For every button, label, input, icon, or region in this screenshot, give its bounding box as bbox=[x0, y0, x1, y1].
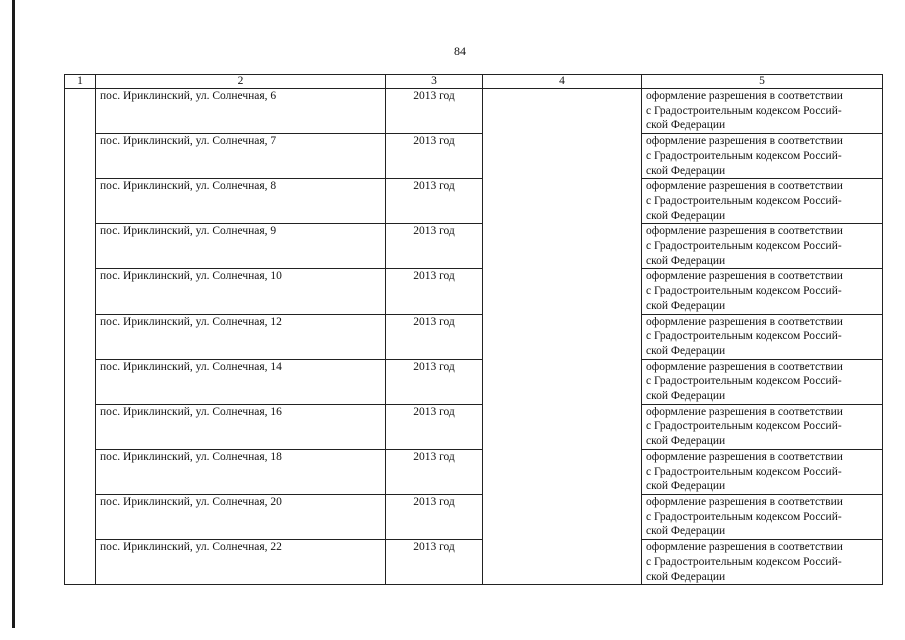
note-line: оформление разрешения в соответствии bbox=[646, 225, 843, 238]
note-line: ской Федерации bbox=[646, 209, 726, 222]
table-row bbox=[65, 404, 883, 449]
note-line: оформление разрешения в соответствии bbox=[646, 360, 843, 373]
note-line: ской Федерации bbox=[646, 254, 726, 267]
note-line: с Градостроительным кодексом Россий- bbox=[646, 285, 842, 298]
address-cell bbox=[96, 540, 386, 585]
row-number-cell bbox=[65, 314, 96, 359]
note-line: с Градостроительным кодексом Россий- bbox=[646, 330, 842, 343]
column-header-3: 3 bbox=[386, 75, 483, 89]
row-number-cell bbox=[65, 269, 96, 314]
address-cell bbox=[96, 314, 386, 359]
address-text: пос. Ириклинский, ул. Солнечная, 14 bbox=[100, 360, 282, 373]
year-text: 2013 год bbox=[413, 541, 455, 554]
table-row bbox=[65, 540, 883, 585]
note-cell bbox=[642, 540, 883, 585]
note-cell bbox=[642, 179, 883, 224]
address-text: пос. Ириклинский, ул. Солнечная, 20 bbox=[100, 495, 282, 508]
year-cell bbox=[386, 494, 483, 539]
empty-cell bbox=[483, 540, 642, 585]
address-text: пос. Ириклинский, ул. Солнечная, 7 bbox=[100, 135, 277, 148]
header-row bbox=[65, 75, 883, 89]
note-line: с Градостроительным кодексом Россий- bbox=[646, 375, 842, 388]
table-row bbox=[65, 134, 883, 179]
year-text: 2013 год bbox=[413, 450, 455, 463]
row-number-cell bbox=[65, 540, 96, 585]
table-row bbox=[65, 224, 883, 269]
row-number-cell bbox=[65, 449, 96, 494]
year-cell bbox=[386, 404, 483, 449]
year-cell bbox=[386, 179, 483, 224]
column-header-4: 4 bbox=[483, 75, 642, 89]
table-row bbox=[65, 314, 883, 359]
year-cell bbox=[386, 224, 483, 269]
address-text: пос. Ириклинский, ул. Солнечная, 12 bbox=[100, 315, 282, 328]
address-text: пос. Ириклинский, ул. Солнечная, 8 bbox=[100, 180, 277, 193]
note-line: с Градостроительным кодексом Россий- bbox=[646, 510, 842, 523]
table-header bbox=[65, 75, 883, 89]
row-number-cell bbox=[65, 179, 96, 224]
table-row bbox=[65, 269, 883, 314]
year-text: 2013 год bbox=[413, 90, 455, 102]
year-cell bbox=[386, 134, 483, 179]
note-cell bbox=[642, 359, 883, 404]
note-line: с Градостроительным кодексом Россий- bbox=[646, 465, 842, 478]
address-text: пос. Ириклинский, ул. Солнечная, 10 bbox=[100, 270, 282, 283]
note-cell bbox=[642, 224, 883, 269]
address-cell bbox=[96, 404, 386, 449]
note-line: с Градостроительным кодексом Россий- bbox=[646, 194, 842, 207]
year-cell bbox=[386, 359, 483, 404]
year-text: 2013 год bbox=[413, 225, 455, 238]
note-line: оформление разрешения в соответствии bbox=[646, 315, 843, 328]
address-cell bbox=[96, 134, 386, 179]
row-number-cell bbox=[65, 494, 96, 539]
year-text: 2013 год bbox=[413, 135, 455, 148]
address-cell bbox=[96, 449, 386, 494]
address-cell bbox=[96, 359, 386, 404]
year-cell bbox=[386, 540, 483, 585]
row-number-cell bbox=[65, 89, 96, 134]
table-body bbox=[65, 89, 883, 585]
note-line: ской Федерации bbox=[646, 344, 726, 357]
row-number-cell bbox=[65, 359, 96, 404]
address-cell bbox=[96, 494, 386, 539]
note-line: оформление разрешения в соответствии bbox=[646, 180, 843, 193]
address-text: пос. Ириклинский, ул. Солнечная, 6 bbox=[100, 90, 277, 102]
empty-cell bbox=[483, 89, 642, 134]
note-line: с Градостроительным кодексом Россий- bbox=[646, 240, 842, 253]
address-text: пос. Ириклинский, ул. Солнечная, 16 bbox=[100, 405, 282, 418]
column-header-1: 1 bbox=[65, 75, 96, 89]
empty-cell bbox=[483, 314, 642, 359]
year-text: 2013 год bbox=[413, 405, 455, 418]
row-number-cell bbox=[65, 134, 96, 179]
note-line: ской Федерации bbox=[646, 525, 726, 538]
empty-cell bbox=[483, 134, 642, 179]
empty-cell bbox=[483, 224, 642, 269]
year-text: 2013 год bbox=[413, 180, 455, 193]
year-text: 2013 год bbox=[413, 360, 455, 373]
note-line: оформление разрешения в соответствии bbox=[646, 270, 843, 283]
note-line: оформление разрешения в соответствии bbox=[646, 405, 843, 418]
year-text: 2013 год bbox=[413, 495, 455, 508]
table-row bbox=[65, 179, 883, 224]
column-header-5: 5 bbox=[642, 75, 883, 89]
note-line: оформление разрешения в соответствии bbox=[646, 495, 843, 508]
address-cell bbox=[96, 179, 386, 224]
note-line: ской Федерации bbox=[646, 119, 726, 132]
address-cell bbox=[96, 269, 386, 314]
note-line: ской Федерации bbox=[646, 390, 726, 403]
address-text: пос. Ириклинский, ул. Солнечная, 9 bbox=[100, 225, 277, 238]
empty-cell bbox=[483, 359, 642, 404]
note-line: ской Федерации bbox=[646, 299, 726, 312]
note-line: оформление разрешения в соответствии bbox=[646, 541, 843, 554]
note-line: ской Федерации bbox=[646, 435, 726, 448]
note-line: ской Федерации bbox=[646, 164, 726, 177]
note-cell bbox=[642, 89, 883, 134]
empty-cell bbox=[483, 269, 642, 314]
note-cell bbox=[642, 494, 883, 539]
page-number: 84 bbox=[454, 44, 466, 58]
address-cell bbox=[96, 224, 386, 269]
address-text: пос. Ириклинский, ул. Солнечная, 22 bbox=[100, 541, 282, 554]
note-line: с Градостроительным кодексом Россий- bbox=[646, 104, 842, 117]
note-line: ской Федерации bbox=[646, 570, 726, 583]
empty-cell bbox=[483, 404, 642, 449]
address-cell bbox=[96, 89, 386, 134]
note-cell bbox=[642, 404, 883, 449]
note-line: оформление разрешения в соответствии bbox=[646, 135, 843, 148]
note-line: с Градостроительным кодексом Россий- bbox=[646, 420, 842, 433]
note-cell bbox=[642, 314, 883, 359]
note-line: с Градостроительным кодексом Россий- bbox=[646, 555, 842, 568]
year-cell bbox=[386, 449, 483, 494]
table-row bbox=[65, 89, 883, 134]
year-cell bbox=[386, 269, 483, 314]
note-cell bbox=[642, 134, 883, 179]
note-line: ской Федерации bbox=[646, 480, 726, 493]
note-line: оформление разрешения в соответствии bbox=[646, 90, 843, 102]
table-row bbox=[65, 449, 883, 494]
year-text: 2013 год bbox=[413, 315, 455, 328]
empty-cell bbox=[483, 494, 642, 539]
row-number-cell bbox=[65, 404, 96, 449]
note-line: оформление разрешения в соответствии bbox=[646, 450, 843, 463]
note-cell bbox=[642, 449, 883, 494]
row-number-cell bbox=[65, 224, 96, 269]
table-row bbox=[65, 359, 883, 404]
document-table bbox=[64, 74, 883, 585]
note-cell bbox=[642, 269, 883, 314]
empty-cell bbox=[483, 179, 642, 224]
year-cell bbox=[386, 89, 483, 134]
note-line: с Градостроительным кодексом Россий- bbox=[646, 149, 842, 162]
empty-cell bbox=[483, 449, 642, 494]
column-header-2: 2 bbox=[96, 75, 386, 89]
scan-edge-line bbox=[12, 0, 15, 628]
table-row bbox=[65, 494, 883, 539]
address-text: пос. Ириклинский, ул. Солнечная, 18 bbox=[100, 450, 282, 463]
year-cell bbox=[386, 314, 483, 359]
year-text: 2013 год bbox=[413, 270, 455, 283]
